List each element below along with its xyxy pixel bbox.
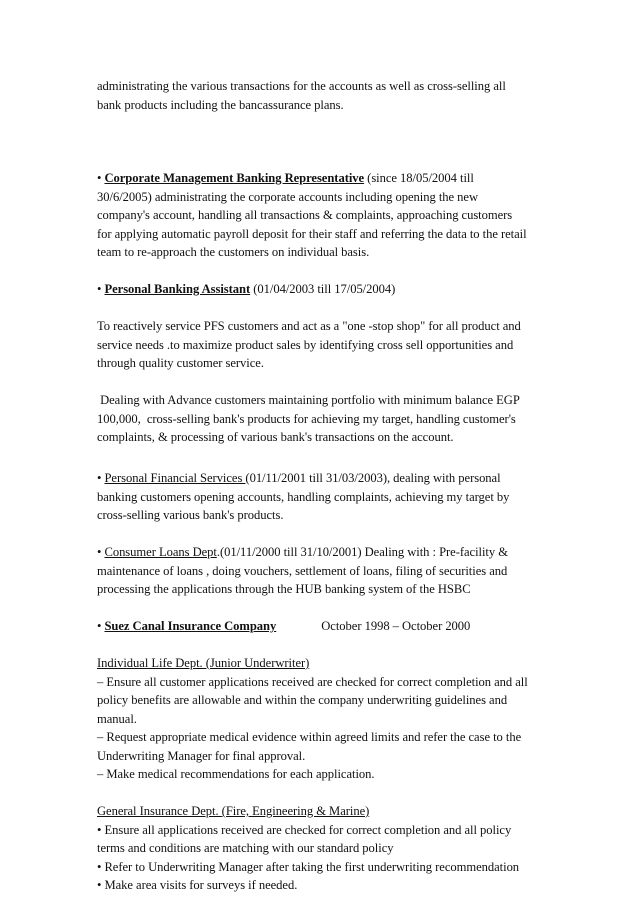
resume-page [97,77,545,895]
pba-line: Dealing with Advance customers maintaining portfolio with minimum balance EGP [97,393,520,407]
scic-dates: October 1998 – October 2000 [321,619,471,633]
bullet: • [97,619,102,633]
pfs-title: Personal Financial Services [104,471,246,485]
general-line: • Ensure all applications received are checked for correct completion and all policy [97,822,512,837]
general-line: terms and conditions are matching with our standard policy [97,841,394,855]
pfs-line: banking customers opening accounts, handling complaints, achieving my target by [97,489,510,504]
pfs-heading [97,469,545,488]
spacer [97,636,545,655]
spacer [97,447,545,466]
pba-line: 100,000, cross-selling bank's products for achieving my target, handling customer's [97,411,516,426]
spacer [97,114,545,169]
life-heading: Individual Life Dept. (Junior Underwriter) [97,656,310,670]
cmbr-line: 30/6/2005) administrating the corporate accounts including opening the new [97,189,479,204]
bullet: • [97,282,102,296]
cld-title: Consumer Loans Dept [104,545,217,559]
life-line: policy benefits are allowable and within the company underwriting guidelines and [97,693,508,707]
cmbr-dates: (since 18/05/2004 till [364,171,474,185]
cld-line: processing the applications through the HUB banking system of the HSBC [97,582,471,596]
intro-line: administrating the various transactions for the accounts as well as cross-selling all [97,79,506,93]
intro-line: bank products including the bancassurance plans. [97,97,344,112]
cmbr-line: company's account, handling all transactions & complaints, approaching customers [97,208,513,222]
life-line: manual. [97,711,137,726]
spacer [97,599,545,618]
life-line: – Make medical recommendations for each application. [97,767,375,781]
life-line: – Request appropriate medical evidence within agreed limits and refer the case to the [97,730,522,744]
spacer [97,525,545,544]
pba-line: through quality customer service. [97,356,264,370]
pfs-rest: (01/11/2001 till 31/03/2003), dealing with personal [245,471,501,485]
general-line: • Make area visits for surveys if needed. [97,878,298,892]
pba-heading [97,280,545,299]
pba-line: To reactively service PFS customers and act as a "one -stop shop" for all product and [97,319,521,333]
spacer [97,373,545,392]
pba-dates: (01/04/2003 till 17/05/2004) [250,282,396,296]
bullet: • [97,171,102,185]
spacer [97,262,545,281]
pfs-line: cross-selling various bank's products. [97,508,284,522]
life-line: Underwriting Manager for final approval. [97,748,306,763]
general-line: • Refer to Underwriting Manager after taking the first underwriting recommendation [97,859,520,874]
scic-heading [97,617,545,636]
pba-line: complaints, & processing of various bank's transactions on the account. [97,430,454,444]
spacer [97,784,545,803]
cmbr-line: team to re-approach the customers on individual basis. [97,245,370,259]
cmbr-line: for applying automatic payroll deposit for their staff and referring the data to the retail [97,226,527,241]
general-heading: General Insurance Dept. (Fire, Engineering & Marine) [97,804,370,818]
cld-rest: .(01/11/2000 till 31/10/2001) Dealing with : Pre-facility & [216,545,508,559]
cld-line: maintenance of loans , doing vouchers, settlement of loans, filing of securities and [97,563,508,578]
pba-line: service needs .to maximize product sales by identifying cross sell opportunities and [97,337,514,352]
bullet: • [97,471,102,485]
spacer [97,299,545,318]
cmbr-title: Corporate Management Banking Representative [104,171,365,185]
pba-title: Personal Banking Assistant [104,282,251,296]
cld-heading [97,543,545,562]
life-line: – Ensure all customer applications received are checked for correct completion and all [97,674,528,689]
cmbr-heading [97,169,545,188]
bullet: • [97,545,102,559]
scic-title: Suez Canal Insurance Company [104,619,277,633]
